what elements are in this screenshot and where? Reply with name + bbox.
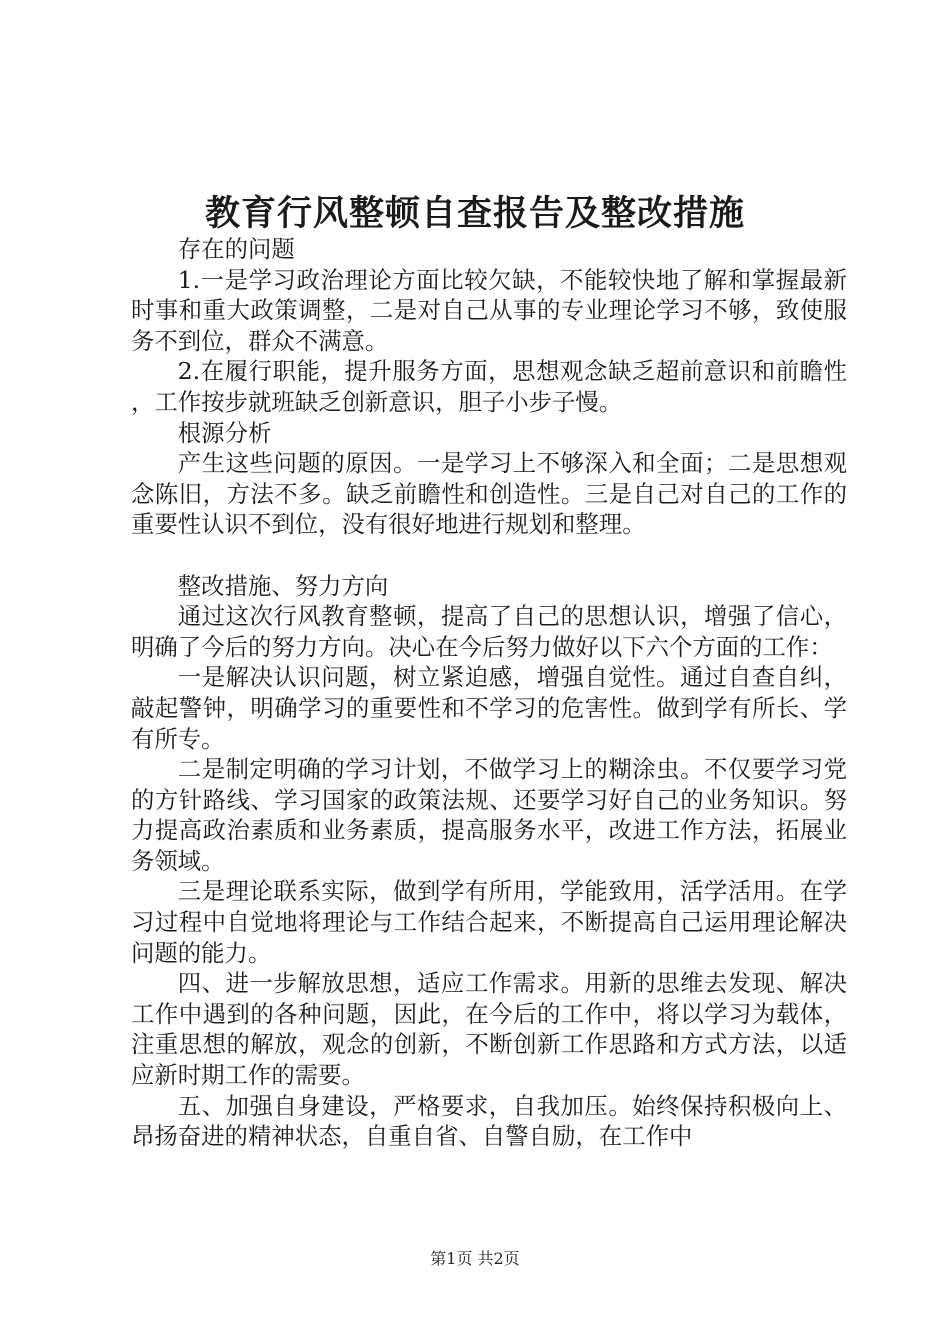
paragraph: 二是制定明确的学习计划，不做学习上的糊涂虫。不仅要学习党的方针路线、学习国家的政策法规、还要学习好自己的业务知识。努力提高政治素质和业务素质，提高服务水平，改进工作方法，拓展业务领域。 xyxy=(131,755,847,875)
document-title: 教育行风整顿自查报告及整改措施 xyxy=(204,193,745,234)
paragraph: 通过这次行风教育整顿，提高了自己的思想认识，增强了信心，明确了今后的努力方向。决心在今后努力做好以下六个方面的工作： xyxy=(131,602,847,661)
section-heading-problems: 存在的问题 xyxy=(177,235,295,263)
paragraph: 2.在履行职能，提升服务方面，思想观念缺乏超前意识和前瞻性，工作按步就班缺乏创新意识，胆子小步子慢。 xyxy=(131,357,847,416)
document-body xyxy=(131,234,847,1152)
paragraph: 产生这些问题的原因。一是学习上不够深入和全面；二是思想观念陈旧，方法不多。缺乏前瞻性和创造性。三是自己对自己的工作的重要性认识不到位，没有很好地进行规划和整理。 xyxy=(131,449,847,539)
paragraph: 五、加强自身建设，严格要求，自我加压。始终保持积极向上、昂扬奋进的精神状态，自重自省、自警自励，在工作中 xyxy=(131,1091,847,1151)
paragraph: 1.一是学习政治理论方面比较欠缺，不能较快地了解和掌握最新时事和重大政策调整，二是对自己从事的专业理论学习不够，致使服务不到位，群众不满意。 xyxy=(131,265,847,355)
section-heading-root-cause: 根源分析 xyxy=(177,418,272,447)
paragraph: 四、进一步解放思想，适应工作需求。用新的思维去发现、解决工作中遇到的各种问题，因此，在今后的工作中，将以学习为载体，注重思想的解放，观念的创新，不断创新工作思路和方式方法，以适应新时期工作的需要。 xyxy=(131,969,847,1090)
paragraph: 一是解决认识问题，树立紧迫感，增强自觉性。通过自查自纠，敲起警钟，明确学习的重要性和不学习的危害性。做到学有所长、学有所专。 xyxy=(131,663,847,753)
page-number-footer: 第1页 共2页 xyxy=(430,1249,520,1268)
paragraph: 三是理论联系实际，做到学有所用，学能致用，活学活用。在学习过程中自觉地将理论与工作结合起来，不断提高自己运用理论解决问题的能力。 xyxy=(131,877,847,967)
section-heading-measures: 整改措施、努力方向 xyxy=(177,571,389,600)
